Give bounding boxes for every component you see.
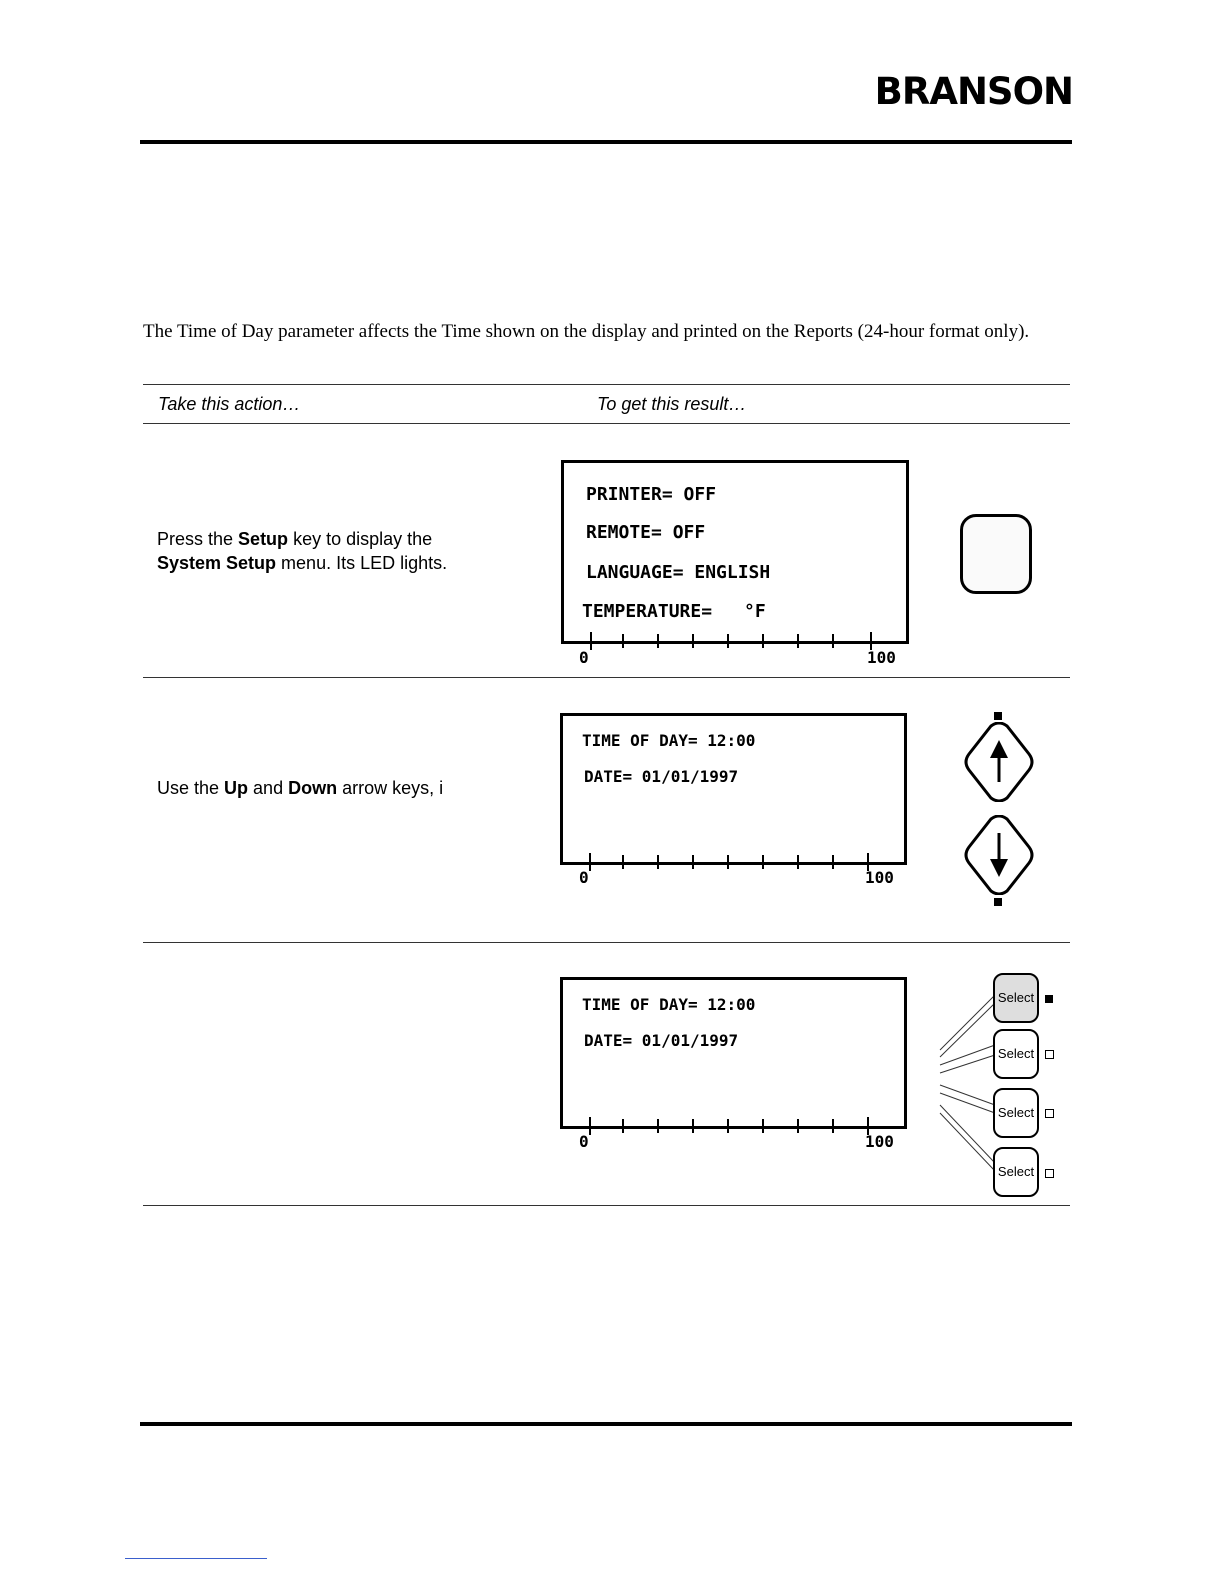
instruction-keyword: Setup [238,529,289,549]
row1-instruction [157,527,497,575]
brand-logo: BRANSON [874,70,1073,113]
bar-graph-scale [560,1115,905,1135]
instruction-text: key to display the [288,529,433,549]
up-led-indicator [994,712,1002,720]
column-header-result: To get this result… [597,394,747,414]
bar-graph-scale [560,851,905,871]
select-led-4 [1045,1169,1054,1178]
header-rule [140,140,1072,144]
lcd-line-date: DATE= 01/01/1997 [584,767,739,786]
lcd-line-remote: REMOTE= OFF [586,522,706,543]
instruction-text: arrow keys, i [337,778,444,798]
lcd-line-language: LANGUAGE= ENGLISH [586,562,771,583]
table-top-rule [143,384,1070,385]
down-led-indicator [994,898,1002,906]
bar-graph-scale [561,630,906,650]
table-bottom-rule [143,1205,1070,1206]
select-button-3[interactable]: Select [993,1088,1039,1138]
instruction-keyword: System Setup [157,553,277,573]
setup-key-icon[interactable] [960,514,1032,594]
scale-min-label: 0 [579,868,589,887]
instruction-text: menu. Its LED lights. [276,553,448,573]
row-divider [143,677,1070,678]
instruction-text: and [248,778,289,798]
row2-instruction [157,776,497,800]
select-button-1[interactable]: Select [993,973,1039,1023]
instruction-text: Press the [157,529,239,549]
instruction-keyword: Up [224,778,249,798]
down-arrow-icon[interactable] [963,815,1035,895]
select-button-4[interactable]: Select [993,1147,1039,1197]
lcd-line-time-of-day: TIME OF DAY= 12:00 [582,995,756,1014]
select-led-1 [1045,995,1053,1003]
table-header-rule [143,423,1070,424]
scale-max-label: 100 [867,648,896,667]
instruction-text: Use the [157,778,225,798]
lcd-line-temperature-unit: °F [744,601,766,622]
footer-rule [140,1422,1072,1426]
lcd-display-time [560,713,907,865]
lcd-display-setup [561,460,909,644]
footer-link-underline[interactable] [125,1558,267,1559]
select-button-2[interactable]: Select [993,1029,1039,1079]
lcd-display-time-select [560,977,907,1129]
row-divider [143,942,1070,943]
scale-max-label: 100 [865,1132,894,1151]
lcd-line-time-of-day: TIME OF DAY= 12:00 [582,731,756,750]
instruction-keyword: Down [288,778,338,798]
intro-paragraph: The Time of Day parameter affects the Time shown on the display and printed on the Reports (24-hour format only). [143,321,1030,342]
select-led-2 [1045,1050,1054,1059]
column-header-action: Take this action… [158,394,301,414]
lcd-line-printer: PRINTER= OFF [586,484,717,505]
scale-min-label: 0 [579,1132,589,1151]
lcd-line-date: DATE= 01/01/1997 [584,1031,739,1050]
select-led-3 [1045,1109,1054,1118]
scale-max-label: 100 [865,868,894,887]
lcd-line-temperature: TEMPERATURE= [582,601,713,622]
scale-min-label: 0 [579,648,589,667]
up-arrow-icon[interactable] [963,722,1035,802]
